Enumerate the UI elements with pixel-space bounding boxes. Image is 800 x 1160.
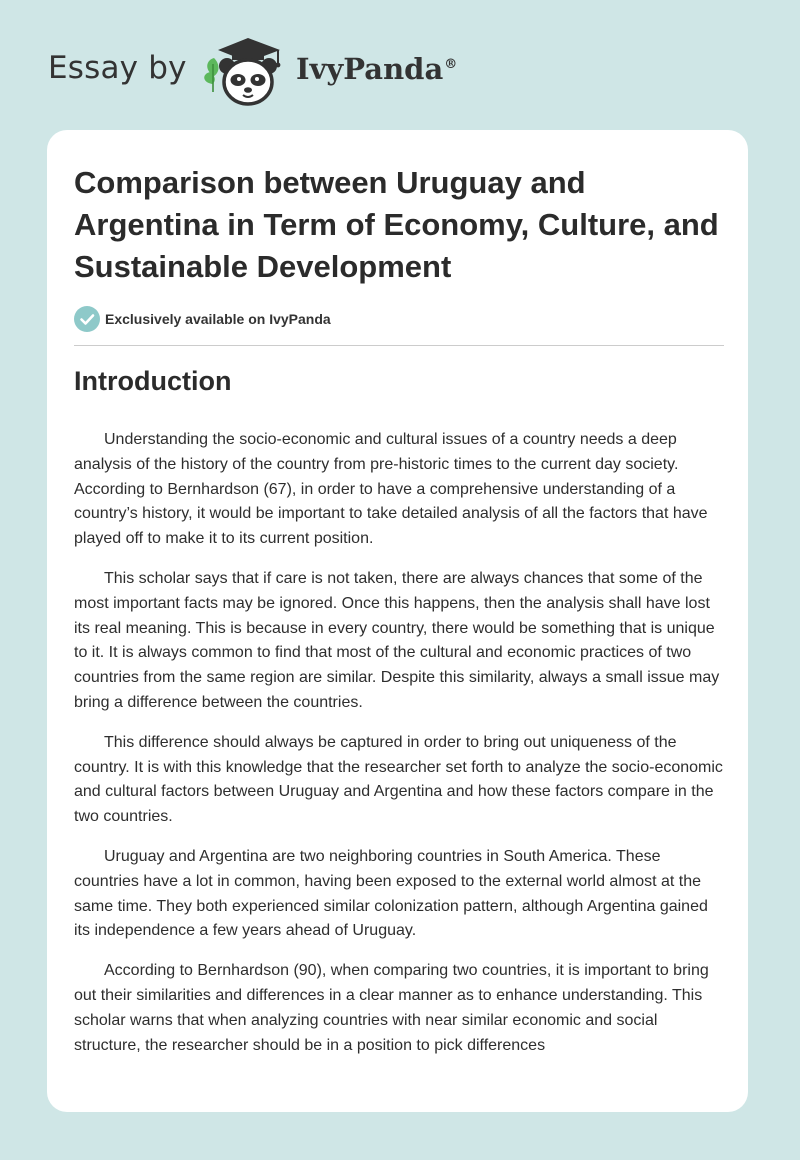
essay-card [47, 130, 748, 1112]
registered-mark: ® [444, 57, 458, 73]
leaf-icon [204, 58, 218, 92]
divider [74, 345, 724, 346]
paragraph: Uruguay and Argentina are two neighboring countries in South America. These countries have a lot in common, having been exposed to the external world almost at the same time. They both experienced similar colonization pattern, although Argentina gained its independence a few years ahead of Uruguay. [74, 847, 708, 940]
check-circle-icon [74, 306, 100, 332]
brand-prefix: Essay by [48, 50, 187, 86]
paragraph: Understanding the socio-economic and cultural issues of a country needs a deep analysis of the history of the country from pre-historic times to the current day society. According to Bernhardson (67), in order to have a comprehensive understanding of a country’s history, it would be important to take detailed analysis of all the factors that have played off to make it to its current position. [74, 431, 708, 548]
site-header [0, 0, 800, 130]
section-heading: Introduction [74, 366, 232, 396]
paragraph: According to Bernhardson (90), when comparing two countries, it is important to bring out their similarities and differences in a clear manner as to enhance understanding. This scholar warns that when analyzing countries with near similar economic and social structure, the researcher should be in a position to pick differences [74, 962, 709, 1054]
brand-name[interactable]: IvyPanda® [296, 52, 458, 86]
essay-body [74, 428, 724, 1073]
paragraph: This difference should always be captured in order to bring out uniqueness of the country. It is with this knowledge that the researcher set forth to analyze the socio-economic and cultural factors between Uruguay and Argentina and how these factors compare in the two countries. [74, 733, 723, 826]
exclusive-badge [74, 306, 331, 332]
paragraph: This scholar says that if care is not taken, there are always chances that some of the most important facts may be ignored. Once this happens, then the analysis shall have lost its real meaning. This is because in every country, there would be something that is unique to it. It is always common to find that most of the cultural and economic practices of two countries from the same region are similar. Despite this similarity, always a small issue may bring a difference between the countries. [74, 569, 720, 711]
panda-graduate-logo-icon[interactable] [200, 34, 292, 108]
badge-text: Exclusively available on IvyPanda [105, 311, 331, 327]
essay-title: Comparison between Uruguay and Argentina in Term of Economy, Culture, and Sustainable Development [74, 165, 719, 284]
